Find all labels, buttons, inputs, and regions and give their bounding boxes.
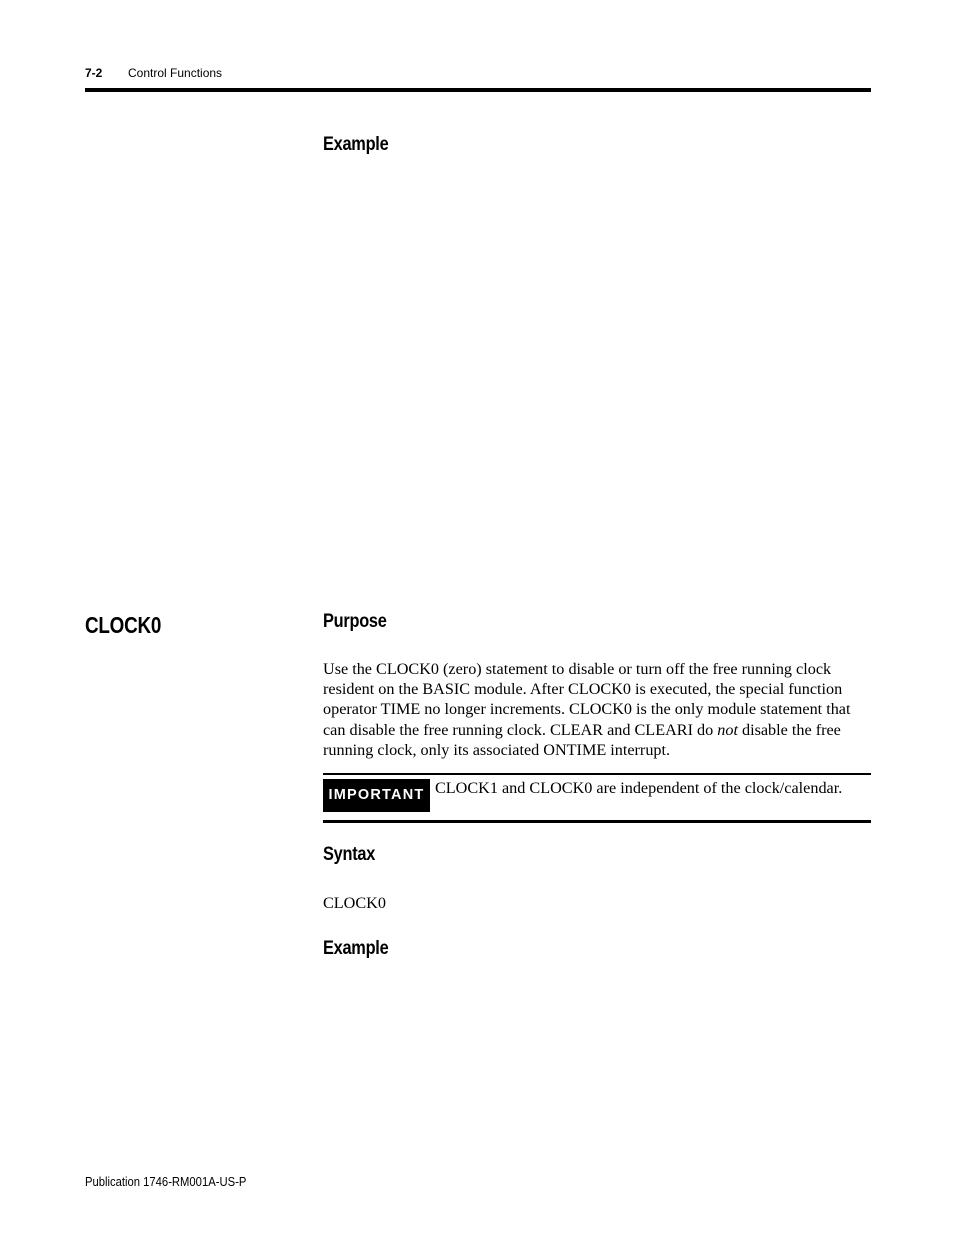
page-header	[85, 66, 871, 84]
important-rule-bottom	[323, 820, 871, 823]
important-label: IMPORTANT	[323, 779, 430, 812]
page-footer: Publication 1746-RM001A-US-P	[85, 1175, 247, 1189]
top-example-heading: Example	[323, 134, 389, 155]
syntax-heading: Syntax	[323, 844, 376, 865]
purpose-text-end: disable the free running clock, only its associated ONTIME interrupt.	[323, 720, 841, 759]
chapter-title: Control Functions	[128, 66, 223, 80]
purpose-text-start: Use the CLOCK0 (zero) statement to disable or turn off the free running clock resident on the BASIC module. After CLOCK0 is executed, the special function operator TIME no longer increments. CLOCK0 is the only module statement that can disable the free running clock. CLEAR and CLEARI do	[323, 660, 851, 739]
clock0-example-heading: Example	[323, 938, 389, 959]
header-rule	[85, 88, 871, 92]
page-number: 7-2	[85, 66, 103, 80]
purpose-paragraph	[323, 659, 871, 760]
section-title-clock0: CLOCK0	[85, 612, 162, 638]
important-note	[323, 773, 871, 824]
important-text: CLOCK1 and CLOCK0 are independent of the clock/calendar.	[435, 779, 843, 797]
purpose-emphasis: not	[717, 720, 738, 739]
important-rule-top	[323, 773, 871, 775]
purpose-heading: Purpose	[323, 611, 387, 632]
syntax-text: CLOCK0	[323, 894, 386, 912]
